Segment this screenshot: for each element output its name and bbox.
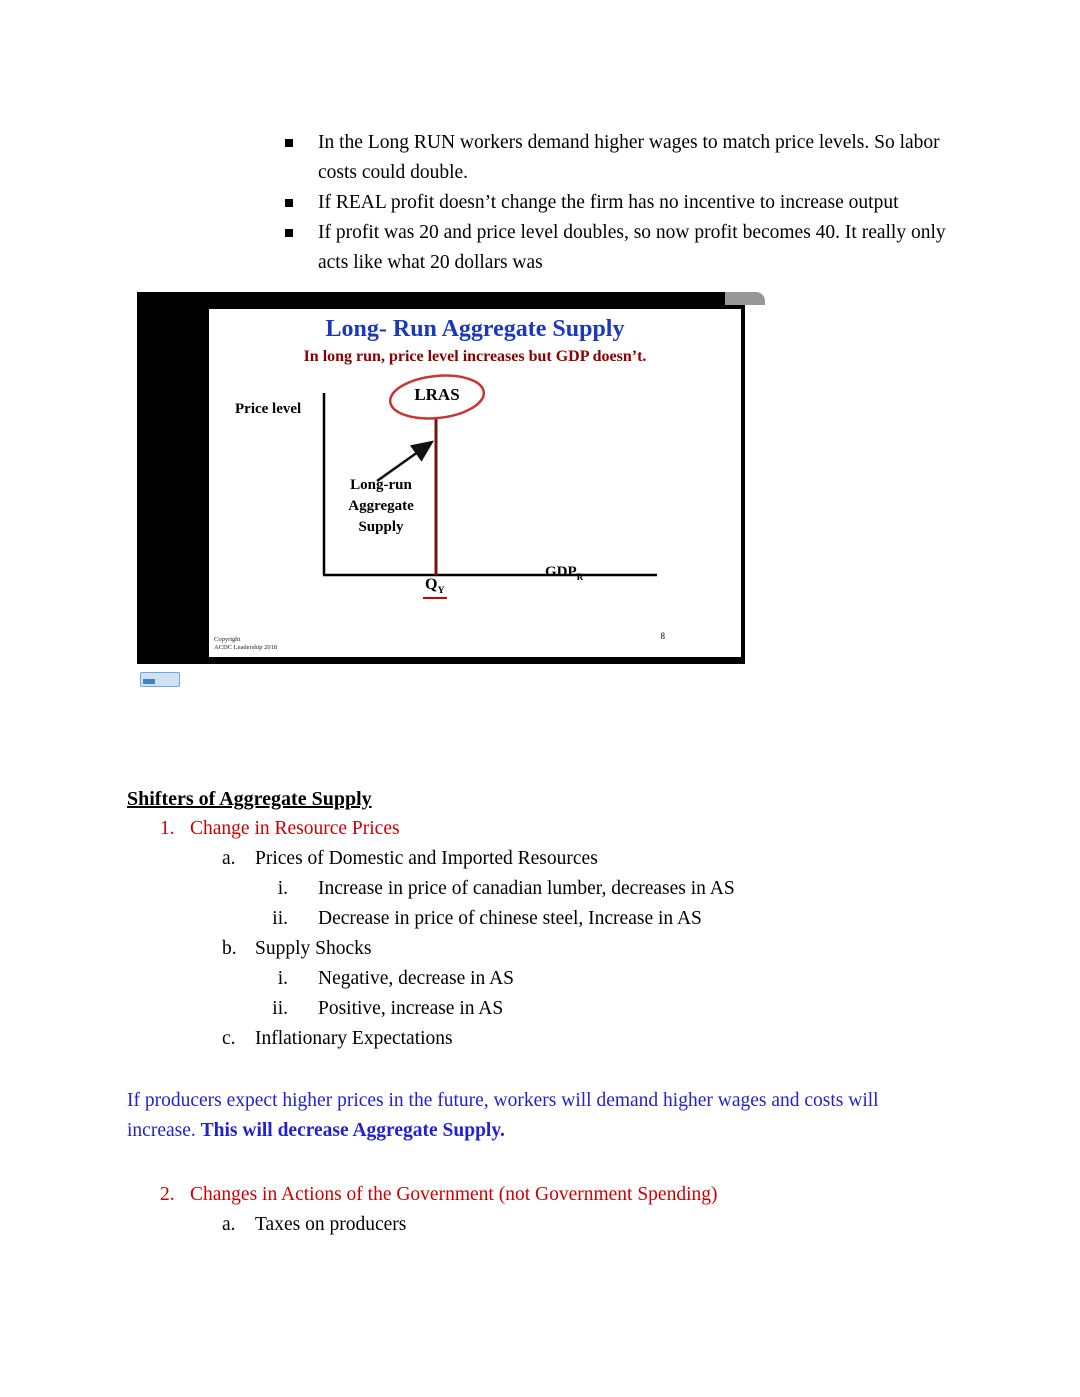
outline-item [222,1210,1080,1240]
bullet-text: If profit was 20 and price level doubles, so now profit becomes 40. It really only acts like what 20 dollars was [318,222,946,273]
curve-annotation [331,475,431,538]
list-marker: a. [222,848,236,869]
inline-image-artifact[interactable] [140,672,180,687]
outline-item [222,1024,1080,1054]
slide-page-number: 8 [660,631,665,641]
list-marker: a. [222,1214,236,1235]
list-marker: 2. [160,1184,175,1205]
outline-item [268,874,1080,904]
outline-item [268,994,1080,1024]
outline-text: Change in Resource Prices [190,818,400,839]
slide-title: Long- Run Aggregate Supply [325,316,625,342]
bullet-list [0,0,1080,278]
outline-item [222,934,1080,964]
outline-item [222,844,1080,874]
list-marker: i. [277,968,288,989]
outline-item [268,904,1080,934]
outline-text: Changes in Actions of the Government (not Government Spending) [190,1184,718,1205]
x-axis-base: GDP [545,564,577,580]
x-tick-sub: Y [437,585,445,597]
blue-paragraph-bold-text: This will decrease Aggregate Supply. [200,1120,505,1141]
outline-item [160,814,1080,844]
copyright-line: ACDC Leadership 2018 [214,643,278,651]
outline-text: Prices of Domestic and Imported Resources [255,848,598,869]
outline-text: Taxes on producers [255,1214,407,1235]
outline-item [268,964,1080,994]
curve-annotation-line: Long-run [350,477,412,493]
x-axis-sub: R [576,573,584,583]
x-axis-label [545,564,583,583]
lras-slide [209,309,741,657]
section-heading: Shifters of Aggregate Supply [127,788,372,810]
y-axis-label: Price level [235,401,302,417]
x-tick-base: Q [425,576,438,593]
outline-item [160,1180,1080,1210]
curve-annotation-line: Supply [358,519,404,535]
outline-text: Positive, increase in AS [318,998,504,1019]
bullet-item [285,188,1080,218]
square-bullet-icon [285,229,293,237]
lras-chart-graphics [209,309,741,657]
list-marker: c. [222,1028,236,1049]
outline-text: Inflationary Expectations [255,1028,453,1049]
list-marker: 1. [160,818,175,839]
outline-text: Increase in price of canadian lumber, decreases in AS [318,878,735,899]
bullet-item [285,128,1080,188]
lras-label: LRAS [414,385,460,404]
slide-copyright [214,636,277,651]
list-marker: ii. [272,908,288,929]
list-marker: i. [277,878,288,899]
slide-subtitle: In long run, price level increases but GDP doesn’t. [303,348,647,365]
outline-text: Decrease in price of chinese steel, Increase in AS [318,908,702,929]
bullet-text: If REAL profit doesn’t change the firm has no incentive to increase output [318,192,899,213]
square-bullet-icon [285,199,293,207]
blue-paragraph-text: If producers expect higher prices in the future, workers will demand higher wages and costs will increase. [127,1090,879,1141]
square-bullet-icon [285,139,293,147]
outline-text: Supply Shocks [255,938,372,959]
copyright-line: Copyright [214,636,241,643]
list-marker: b. [222,938,237,959]
embedded-slide-image[interactable] [137,292,745,664]
list-marker: ii. [272,998,288,1019]
slide-corner-artifact [725,292,765,305]
curve-annotation-line: Aggregate [348,498,414,514]
x-tick-label [423,576,447,599]
bullet-item [285,218,1080,278]
outline-text: Negative, decrease in AS [318,968,515,989]
blue-paragraph [127,1086,927,1146]
bullet-text: In the Long RUN workers demand higher wages to match price levels. So labor costs could double. [318,132,940,183]
